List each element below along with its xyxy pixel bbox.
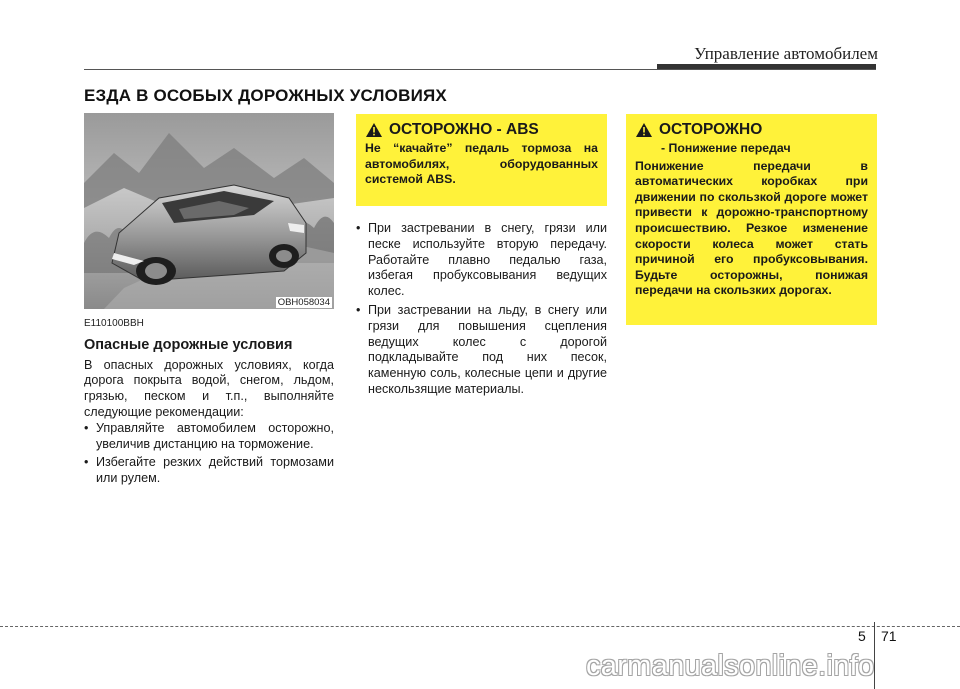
middle-column	[356, 221, 607, 401]
list-item: • При застревании на льду, в снегу или грязи для повышения сцепления ведущих колес с дорогой подкладывайте под них песок, каменную соль, колесные цепи и другие нескользящие материалы.	[356, 303, 607, 398]
left-column	[84, 316, 334, 490]
caution-body: Понижение передачи в автоматических коробках при движении по скользкой дороге может привести к дорожно-транспортному происшествию. Резкое изменение скорости колеса может стать причиной его пробуксовывания. Будьте осторожны, понижая передачи на скользких дорогах.	[635, 158, 868, 298]
warning-triangle-icon	[635, 122, 653, 138]
left-bullet-list	[84, 421, 334, 487]
section-title: ЕЗДА В ОСОБЫХ ДОРОЖНЫХ УСЛОВИЯХ	[84, 86, 447, 105]
caution-box-gear	[626, 114, 877, 325]
caution-subtitle: - Понижение передач	[661, 141, 791, 155]
page-number: 71	[881, 628, 897, 644]
watermark-link[interactable]: carmanualsonline.info	[586, 650, 875, 682]
car-illustration	[84, 113, 334, 309]
figure-code: OBH058034	[277, 297, 330, 308]
caution-box-abs	[356, 114, 607, 206]
caution-title: ОСТОРОЖНО - ABS	[389, 121, 539, 139]
subheading: Опасные дорожные условия	[84, 336, 293, 353]
car-photo	[84, 113, 334, 309]
warning-triangle-icon	[365, 122, 383, 138]
list-item: • Избегайте резких действий тормозами или рулем.	[84, 455, 334, 487]
reference-code: E110100BBH	[84, 318, 144, 329]
chapter-number: 5	[858, 628, 866, 644]
footer-line	[0, 626, 960, 627]
list-item: • Управляйте автомобилем осторожно, увеличив дистанцию на торможение.	[84, 421, 334, 453]
caution-body: Не “качайте” педаль тормоза на автомобилях, оборудованных системой ABS.	[365, 141, 598, 187]
middle-bullet-list	[356, 221, 607, 398]
caution-title: ОСТОРОЖНО	[659, 121, 763, 139]
header-line	[84, 69, 876, 70]
list-item: • При застревании в снегу, грязи или песке используйте вторую передачу. Работайте плавно педалью газа, избегая пробуксовывания ведущих колес.	[356, 221, 607, 300]
intro-paragraph: В опасных дорожных условиях, когда дорога покрыта водой, снегом, льдом, грязью, песком и т.п., выполняйте следующие рекомендации:	[84, 357, 334, 419]
header-title: Управление автомобилем	[694, 44, 878, 63]
